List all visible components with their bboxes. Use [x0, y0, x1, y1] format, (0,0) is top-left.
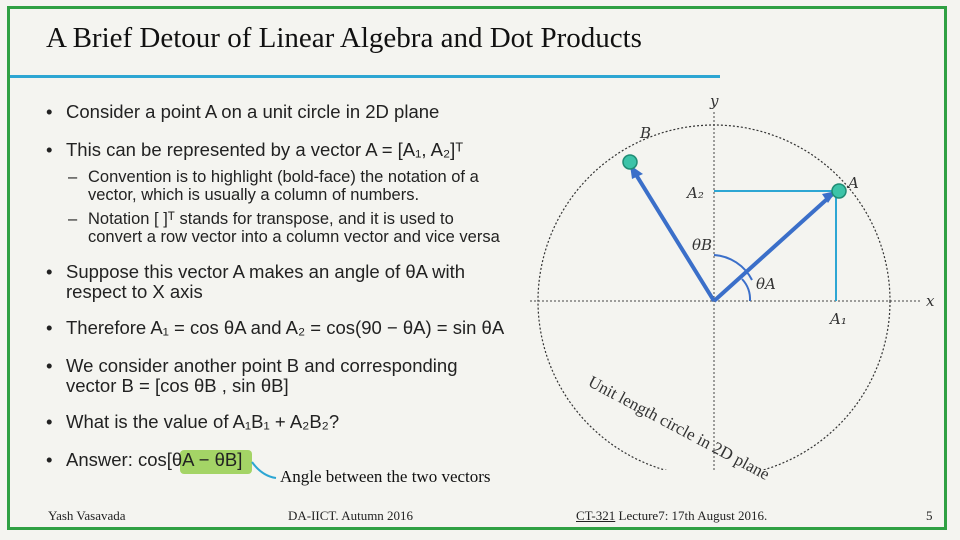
point-b-marker	[623, 155, 637, 169]
angle-annotation: Angle between the two vectors	[280, 467, 491, 486]
y-axis-label: y	[710, 92, 719, 110]
lecture-info: Lecture7: 17th August 2016.	[615, 508, 768, 523]
footer-author: Yash Vasavada	[48, 508, 126, 523]
theta-a-label: θA	[756, 275, 776, 293]
course-link[interactable]: CT-321	[576, 508, 616, 523]
footer-institute: DA-IICT. Autumn 2016	[288, 508, 414, 523]
footer-course-line	[576, 508, 767, 524]
point-a-marker	[832, 184, 846, 198]
point-a-label: A	[848, 174, 859, 192]
unit-circle-label: Unit length circle in 2D plane	[585, 372, 773, 484]
slide-title: A Brief Detour of Linear Algebra and Dot Products	[46, 22, 642, 54]
point-b-label: B	[640, 124, 652, 142]
unit-circle-diagram	[530, 90, 950, 470]
theta-b-label: θB	[692, 236, 713, 254]
a1-label: A₁	[830, 310, 847, 328]
x-axis-label: x	[926, 292, 935, 310]
page-number: 5	[926, 508, 933, 523]
a2-label: A₂	[687, 184, 704, 202]
theta-b-arc	[714, 255, 752, 280]
theta-a-arc	[742, 279, 750, 301]
